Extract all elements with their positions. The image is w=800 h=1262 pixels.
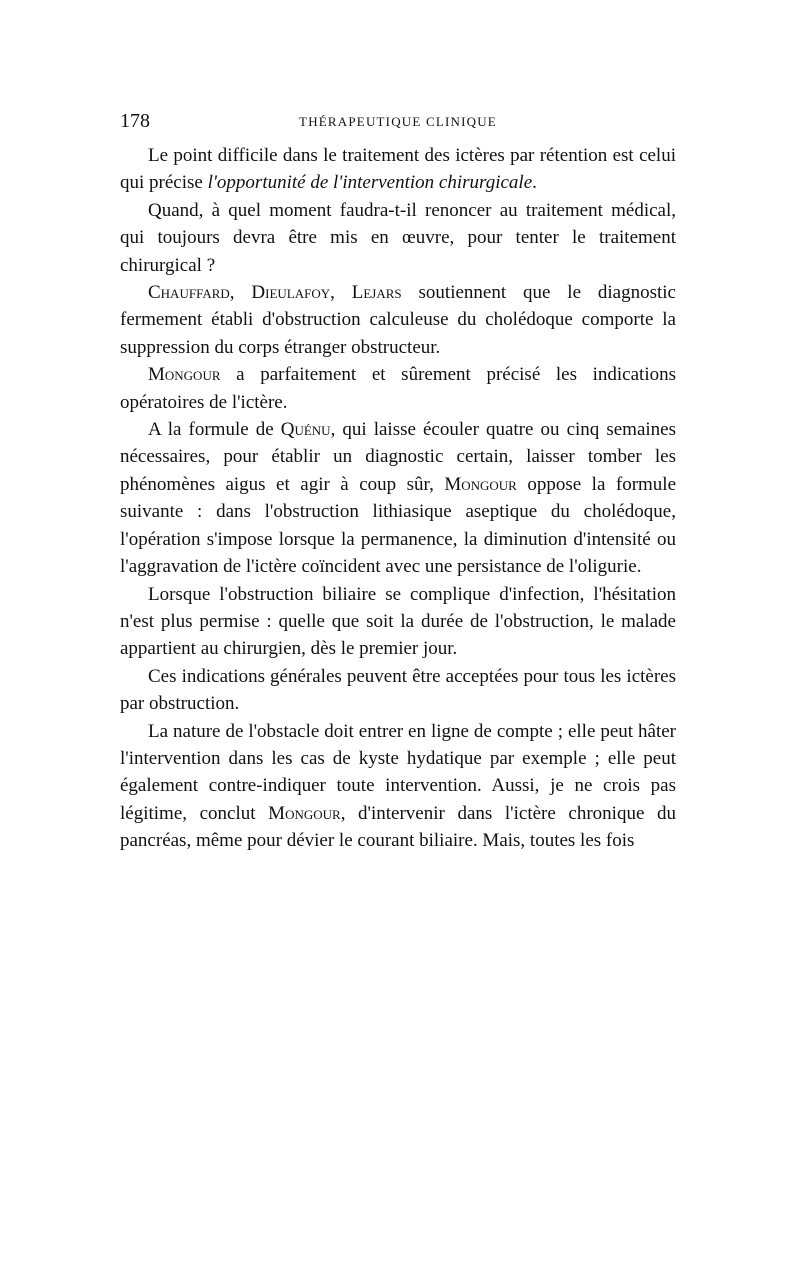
paragraph-text: oppose la formule suivante : dans l'obstruction lithiasique aseptique du cholédoque, l'opération s'impose lorsque la permanence, la diminution d'intensité ou l'aggravation de l'ictère coïncident avec une persistance de l'oligurie.: [120, 473, 677, 578]
paragraph-mongour: [120, 361, 676, 416]
paragraph-text: Quand, à quel moment faudra-t-il renoncer au traitement médical, qui toujours devra être mis en œuvre, pour tenter le traitement chirurgical ?: [120, 199, 676, 276]
paragraph-text: a parfaitement et sûrement précisé les indications opératoires de l'ictère.: [120, 364, 676, 413]
separator: ,: [229, 282, 252, 304]
paragraph-text: , d'intervenir dans l'ictère chronique du pancréas, même pour dévier le courant biliaire. Mais, toutes les fois: [120, 802, 676, 852]
author-name: Dieulafoy: [251, 282, 331, 304]
paragraph-text: La nature de l'obstacle doit entrer en ligne de compte ; elle peut hâter l'intervention dans les cas de kyste hydatique par exemple ; elle peut également contre-indiquer toute intervention. Aussi, je ne crois pas légitime, conclut: [120, 720, 676, 824]
separator: ,: [330, 282, 352, 304]
paragraph-text: A la formule de: [148, 419, 281, 441]
author-name: Quénu: [280, 419, 331, 441]
body-text: [120, 142, 676, 855]
author-name: Mongour: [148, 364, 221, 386]
paragraph-quand: [120, 197, 676, 279]
author-name: Chauffard: [148, 282, 230, 304]
paragraph-indications: [120, 663, 676, 718]
paragraph-text: , qui laisse écouler quatre ou cinq semaines nécessaires, pour établir un diagnostic certain, laisser tomber les phénomènes aigus et agir à coup sûr,: [120, 419, 676, 495]
running-head: [120, 106, 676, 142]
author-name: Mongour: [444, 473, 517, 495]
paragraph-quenu: [120, 416, 676, 580]
book-page: [120, 106, 676, 855]
italic-phrase: l'opportunité de l'intervention chirurgicale: [207, 172, 533, 194]
paragraph-text: soutiennent que le diagnostic fermement établi d'obstruction calculeuse du cholédoque comporte la suppression du corps étranger obstructeur.: [120, 282, 676, 358]
page-number: 178: [120, 110, 150, 132]
author-name: Mongour: [268, 802, 341, 824]
paragraph-infection: [120, 581, 676, 663]
paragraph-opportunite: [120, 142, 676, 197]
running-title: THÉRAPEUTIQUE CLINIQUE: [299, 114, 497, 129]
paragraph-text: Lorsque l'obstruction biliaire se complique d'infection, l'hésitation n'est plus permise : quelle que soit la durée de l'obstruction, le malade appartient au chirurgien, dès le premier jour.: [120, 583, 676, 660]
paragraph-text: Ces indications générales peuvent être acceptées pour tous les ictères par obstruction.: [120, 665, 676, 715]
author-name: Lejars: [351, 282, 402, 304]
paragraph-obstacle: [120, 718, 676, 855]
paragraph-chauffard: [120, 279, 676, 361]
paragraph-text: .: [532, 172, 537, 194]
paragraph-text: Le point difficile dans le traitement des ictères par rétention est celui qui précise: [120, 145, 676, 194]
